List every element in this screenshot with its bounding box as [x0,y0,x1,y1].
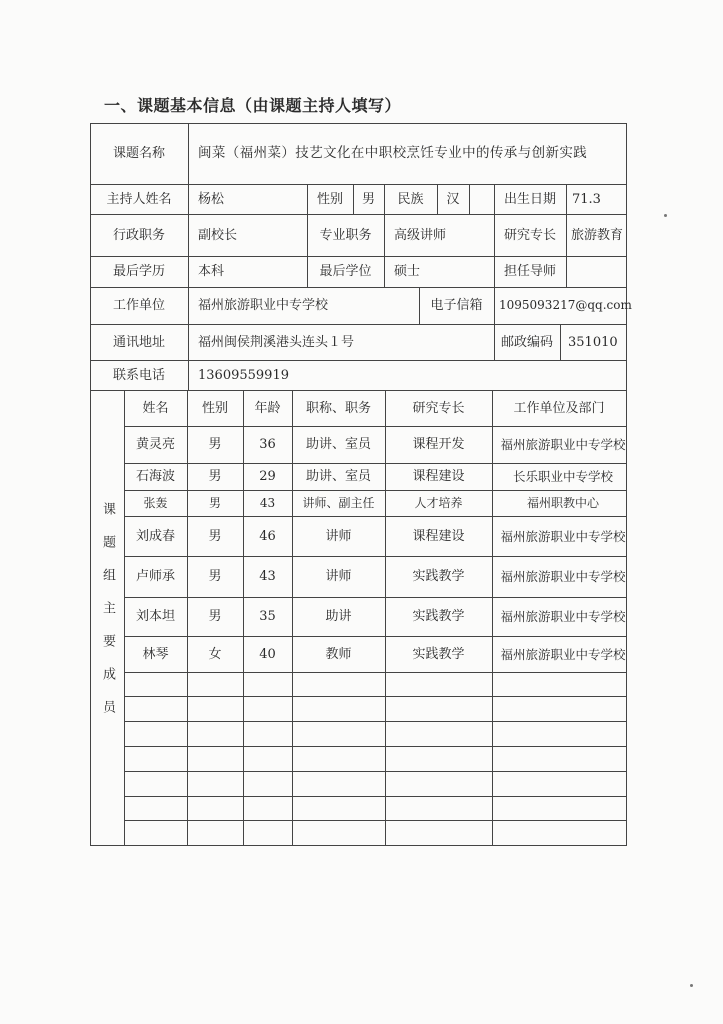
unit-value: 福州旅游职业中专学校 [198,298,329,313]
table-rule [90,845,626,846]
phone-value: 13609559919 [198,367,289,383]
member-title: 讲师 [325,528,352,544]
member-age: 43 [259,569,276,584]
birth-label: 出生日期 [503,191,556,207]
table-rule [124,771,626,772]
tutor-value [566,256,632,287]
table-rule [124,796,626,797]
table-rule [124,820,626,821]
member-name: 张轰 [143,495,168,510]
email-label: 电子信箱 [430,298,483,313]
research-label: 研究专长 [503,227,556,243]
member-specialty: 实践教学 [412,609,465,624]
title-label: 专业职务 [319,227,372,243]
member-gender: 男 [208,437,222,452]
scan-speck [690,984,693,987]
members-header-gender: 性别 [201,400,228,416]
member-name: 卢师承 [135,569,175,584]
member-unit: 长乐职业中专学校 [512,469,613,484]
member-name: 林琴 [142,646,169,662]
member-age: 36 [259,437,276,452]
table-rule [124,721,626,722]
member-title: 助讲、室员 [305,469,371,484]
member-unit: 福州旅游职业中专学校 [500,528,626,544]
member-gender: 男 [208,469,222,484]
members-header-unit: 工作单位及部门 [513,400,605,416]
member-gender: 女 [208,646,222,662]
member-specialty: 实践教学 [412,646,465,662]
ethnic-value: 汉 [446,191,460,207]
member-unit: 福州职教中心 [526,495,599,510]
title-value: 高级讲师 [394,227,447,243]
member-gender: 男 [208,495,221,510]
member-unit: 福州旅游职业中专学校 [500,646,626,662]
member-age: 29 [259,469,276,484]
member-unit: 福州旅游职业中专学校 [500,609,626,624]
members-header-title: 职称、职务 [305,400,371,416]
member-title: 讲师 [325,569,352,584]
member-title: 助讲 [325,609,352,624]
topic-value: 闽菜（福州菜）技艺文化在中职校烹饪专业中的传承与创新实践 [198,145,588,161]
admin-label: 行政职务 [112,227,165,243]
members-header-name: 姓名 [142,400,169,416]
addr-label: 通讯地址 [112,334,165,350]
member-age: 35 [259,609,276,624]
member-age: 43 [259,495,276,510]
edu-label: 最后学历 [112,264,165,279]
degree-value: 硕士 [394,264,421,279]
member-specialty: 实践教学 [412,569,465,584]
member-unit: 福州旅游职业中专学校 [500,569,626,584]
research-value: 旅游教育 [571,227,624,243]
member-gender: 男 [208,569,222,584]
ethnic-label: 民族 [397,191,424,207]
host-label: 主持人姓名 [106,191,172,207]
page-heading: 一、课题基本信息（由课题主持人填写） [104,96,402,115]
member-gender: 男 [208,528,222,544]
member-name: 刘成春 [135,528,175,544]
member-title: 教师 [325,646,352,662]
phone-label: 联系电话 [112,367,165,383]
member-title: 助讲、室员 [305,437,371,452]
scan-speck [664,214,667,217]
members-side-label-text: 课题组主要成员 [100,502,115,733]
post-value: 351010 [568,334,618,350]
member-name: 黄灵亮 [135,437,175,452]
topic-label: 课题名称 [112,146,165,161]
member-specialty: 课程建设 [412,528,465,544]
members-header-specialty: 研究专长 [412,400,465,416]
host-value: 杨松 [198,191,225,207]
table-rule [124,672,626,673]
member-specialty: 课程开发 [412,437,465,452]
tutor-label: 担任导师 [503,264,556,279]
addr-value: 福州闽侯荆溪港头连头１号 [198,334,355,350]
member-name: 石海波 [135,469,175,484]
members-header-age: 年龄 [254,400,281,416]
gender-label: 性别 [316,191,343,207]
member-unit: 福州旅游职业中专学校 [500,437,626,452]
gender-value: 男 [361,191,375,207]
table-rule [124,746,626,747]
edu-value: 本科 [198,264,225,279]
table-rule [469,184,470,214]
member-gender: 男 [208,609,222,624]
member-title: 讲师、副主任 [302,495,375,510]
member-specialty: 人才培养 [414,495,463,510]
member-age: 46 [259,528,276,544]
member-name: 刘本坦 [135,609,175,624]
members-side-label [91,390,124,845]
birth-value: 71.3 [572,191,601,207]
unit-label: 工作单位 [112,298,165,313]
email-value: 1095093217@qq.com [499,298,632,312]
admin-value: 副校长 [198,227,238,243]
member-specialty: 课程建设 [412,469,465,484]
table-rule [124,696,626,697]
post-label: 邮政编码 [500,334,553,350]
degree-label: 最后学位 [319,264,372,279]
member-age: 40 [259,646,276,662]
